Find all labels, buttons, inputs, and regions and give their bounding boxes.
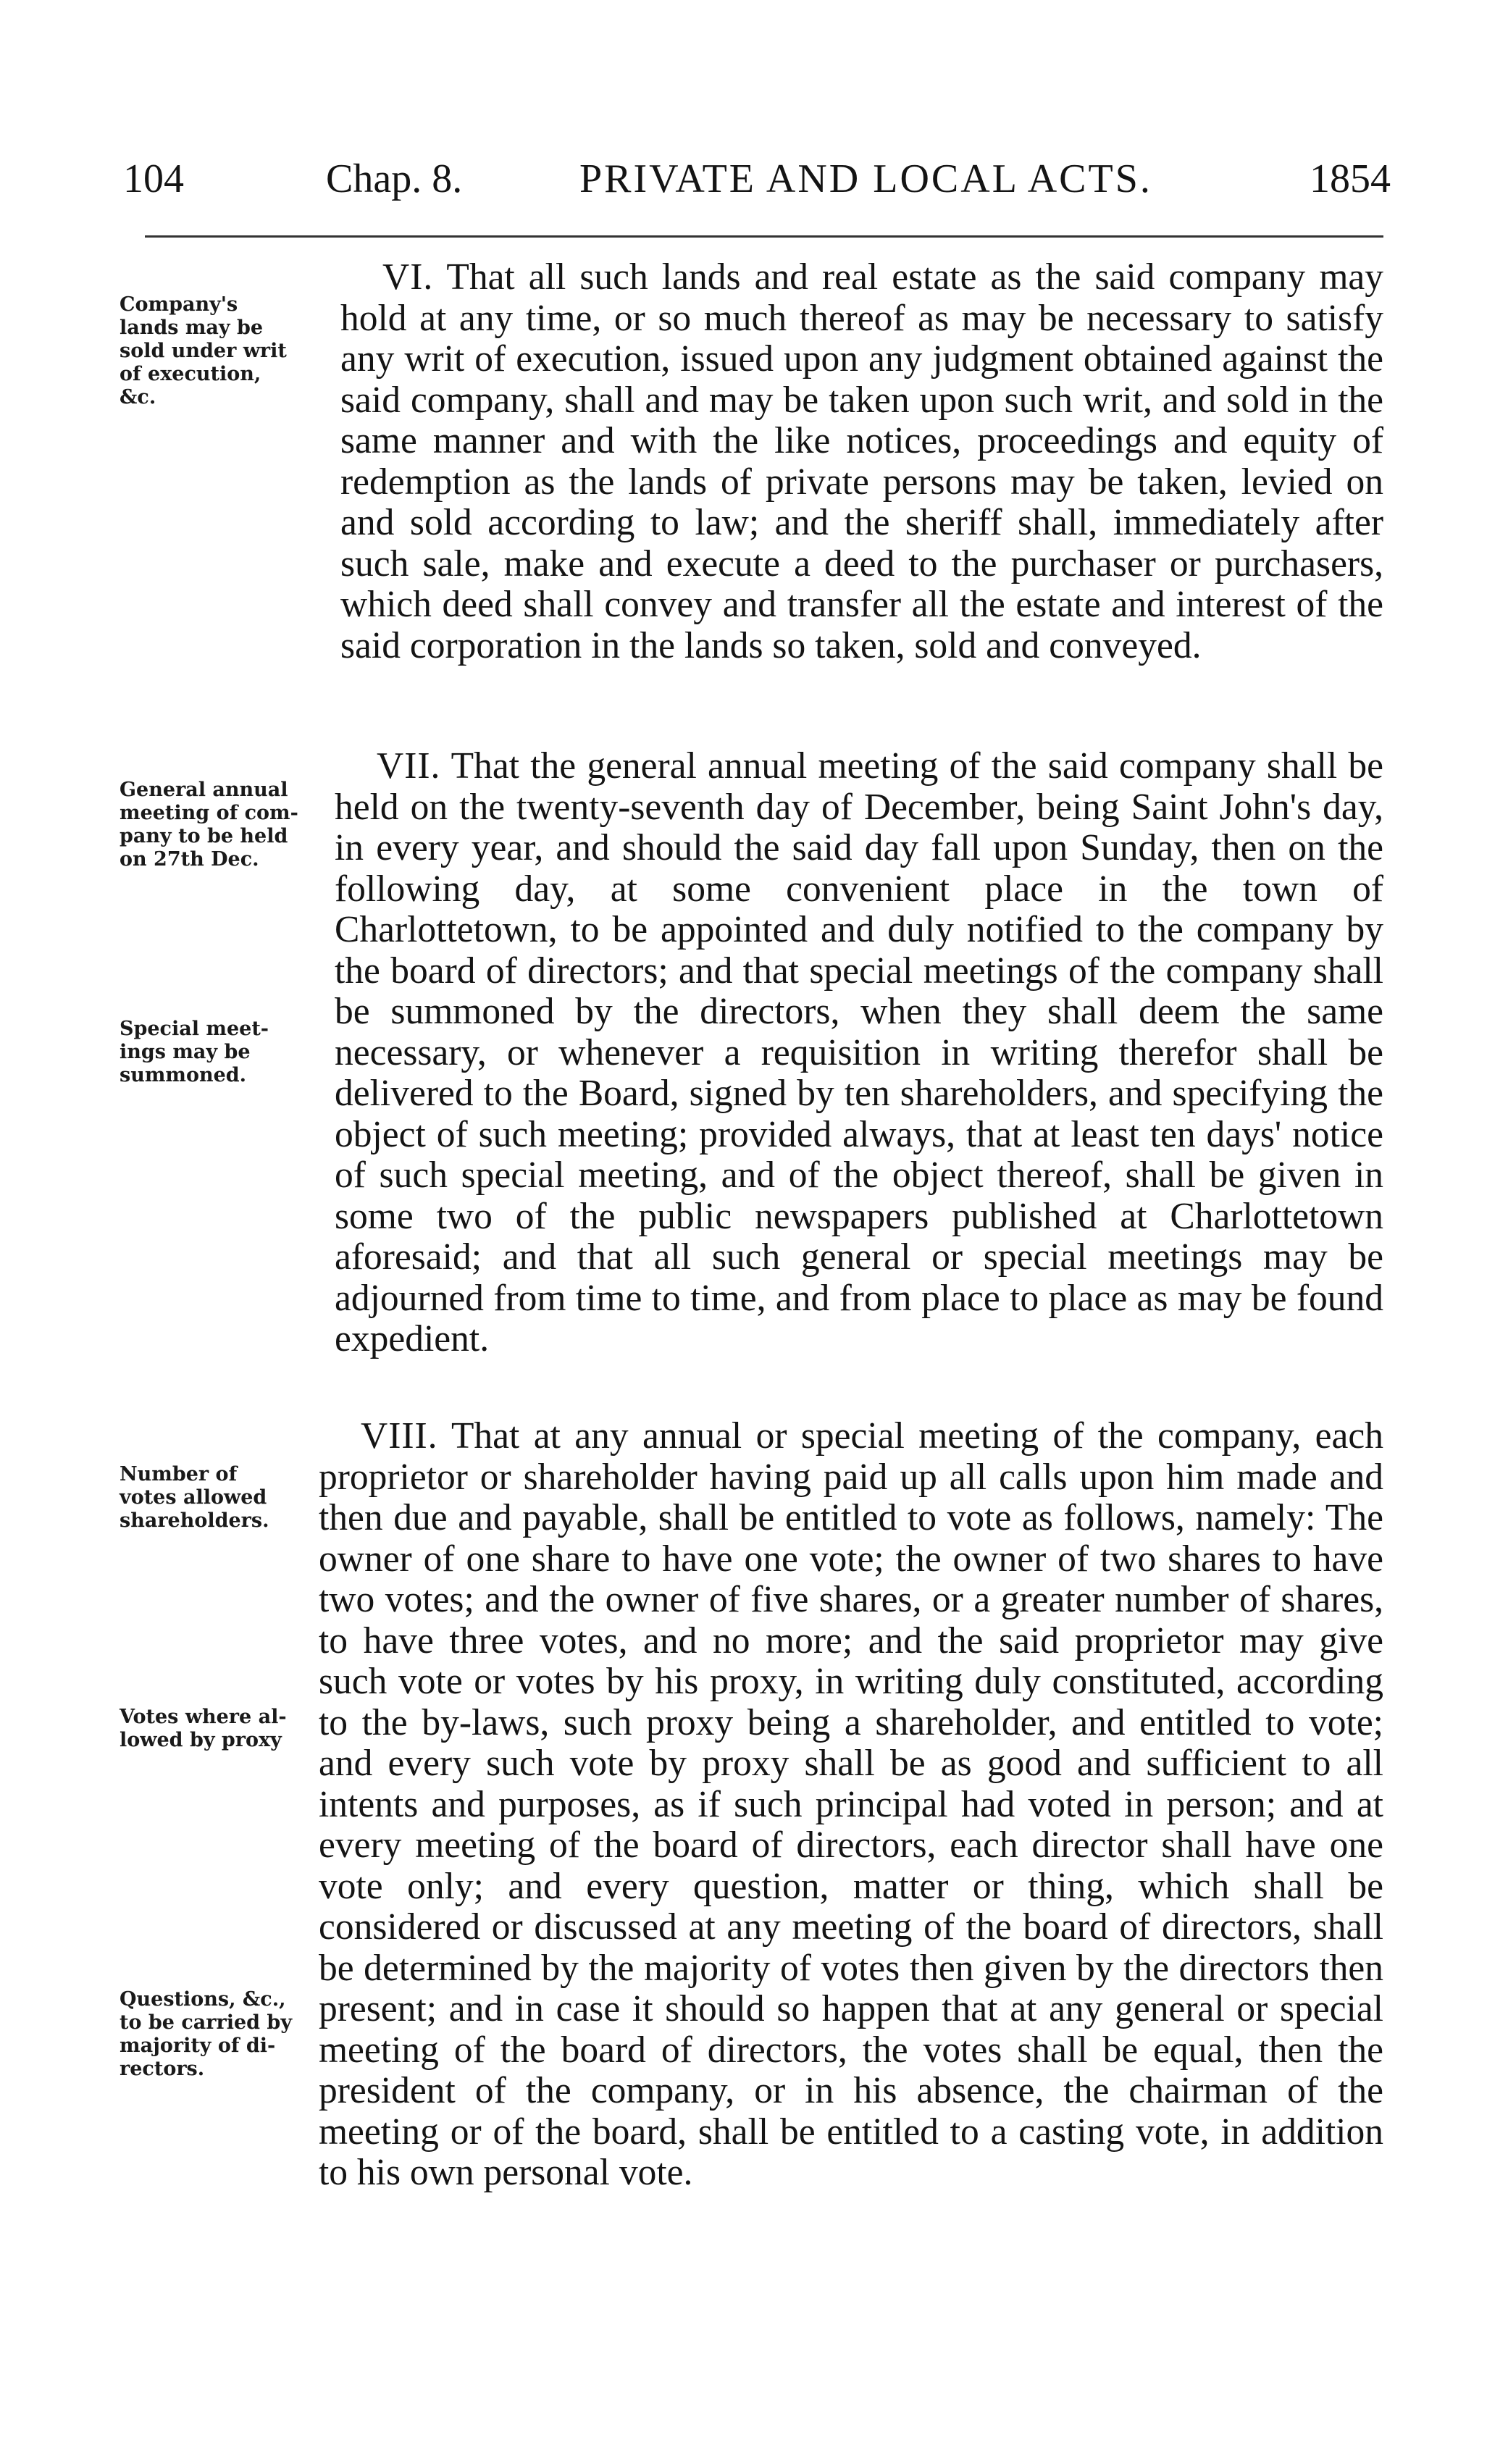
running-header <box>116 156 1391 214</box>
section-number: VI. <box>382 256 434 298</box>
section-number: VIII. <box>361 1415 438 1457</box>
margin-note-annual-meeting: General annual meeting of com- pany to be held on 27th Dec. <box>120 779 298 871</box>
page-title: PRIVATE AND LOCAL ACTS. <box>579 156 1152 201</box>
margin-note-proxy: Votes where al- lowed by proxy <box>120 1706 287 1751</box>
margin-note-questions: Questions, &c., to be carried by majority of di- rectors. <box>120 1988 293 2080</box>
section-text: That all such lands and real estate as the said company may hold at any time, or so much thereof as may be necessary to satisfy any writ of execution, issued upon any judgment obtained against the said company, shall and may be taken upon such writ, and sold in the same manner and with the like notices, proceedings and equity of redemption as the lands of private persons may be taken, levied on and sold according to law; and the sheriff shall, immediately after such sale, make and execute a deed to the purchaser or purchasers, which deed shall convey and transfer all the estate and interest of the said corporation in the lands so taken, sold and conveyed. <box>340 256 1383 666</box>
margin-note-execution: Company's lands may be sold under writ of execution, &c. <box>120 293 287 408</box>
section-vii <box>335 746 1383 1360</box>
margin-note-special-meetings: Special meet- ings may be summoned. <box>120 1018 269 1086</box>
section-vi <box>340 257 1383 666</box>
section-viii <box>319 1416 1383 2194</box>
header-rule <box>145 235 1383 238</box>
section-number: VII. <box>377 745 441 787</box>
year-label: 1854 <box>1310 156 1391 201</box>
section-text: That the general annual meeting of the said company shall be held on the twenty-seventh day of December, being Saint John's day, in every year, and should the said day fall upon Sunday, then on the following day, at some convenient place in the town of Charlottetown, to be appointed and duly notified to the company by the board of directors; and that special meetings of the company shall be summoned by the directors, when they shall deem the same necessary, or whenever a requisition in writing therefor shall be delivered to the Board, signed by ten shareholders, and specifying the object of such meeting; provided always, that at least ten days' notice of such special meeting, and of the object thereof, shall be given in some two of the public newspapers published at Charlottetown aforesaid; and that all such general or special meetings may be adjourned from time to time, and from place to place as may be found expedient. <box>335 745 1383 1359</box>
margin-note-votes: Number of votes allowed shareholders. <box>120 1463 269 1532</box>
chapter-label: Chap. 8. <box>326 156 463 201</box>
section-text: That at any annual or special meeting of the company, each proprietor or shareholder having paid up all calls upon him made and then due and payable, shall be entitled to vote as follows, namely: The owner of one share to have one vote; the owner of two shares to have two votes; and the owner of five shares, or a greater number of shares, to have three votes, and no more; and the said proprietor may give such vote or votes by his proxy, in writing duly constituted, according to the by-laws, such proxy being a shareholder, and entitled to vote; and every such vote by proxy shall be as good and sufficient to all intents and purposes, as if such principal had voted in person; and at every meeting of the board of directors, each director shall have one vote only; and every question, matter or thing, which shall be considered or discussed at any meeting of the board of directors, shall be determined by the majority of votes then given by the directors then present; and in case it should so happen that at any general or special meeting of the board of directors, the votes shall be equal, then the president of the company, or in his absence, the chairman of the meeting or of the board, shall be entitled to a casting vote, in addition to his own personal vote. <box>319 1415 1383 2193</box>
page-number: 104 <box>123 156 184 201</box>
